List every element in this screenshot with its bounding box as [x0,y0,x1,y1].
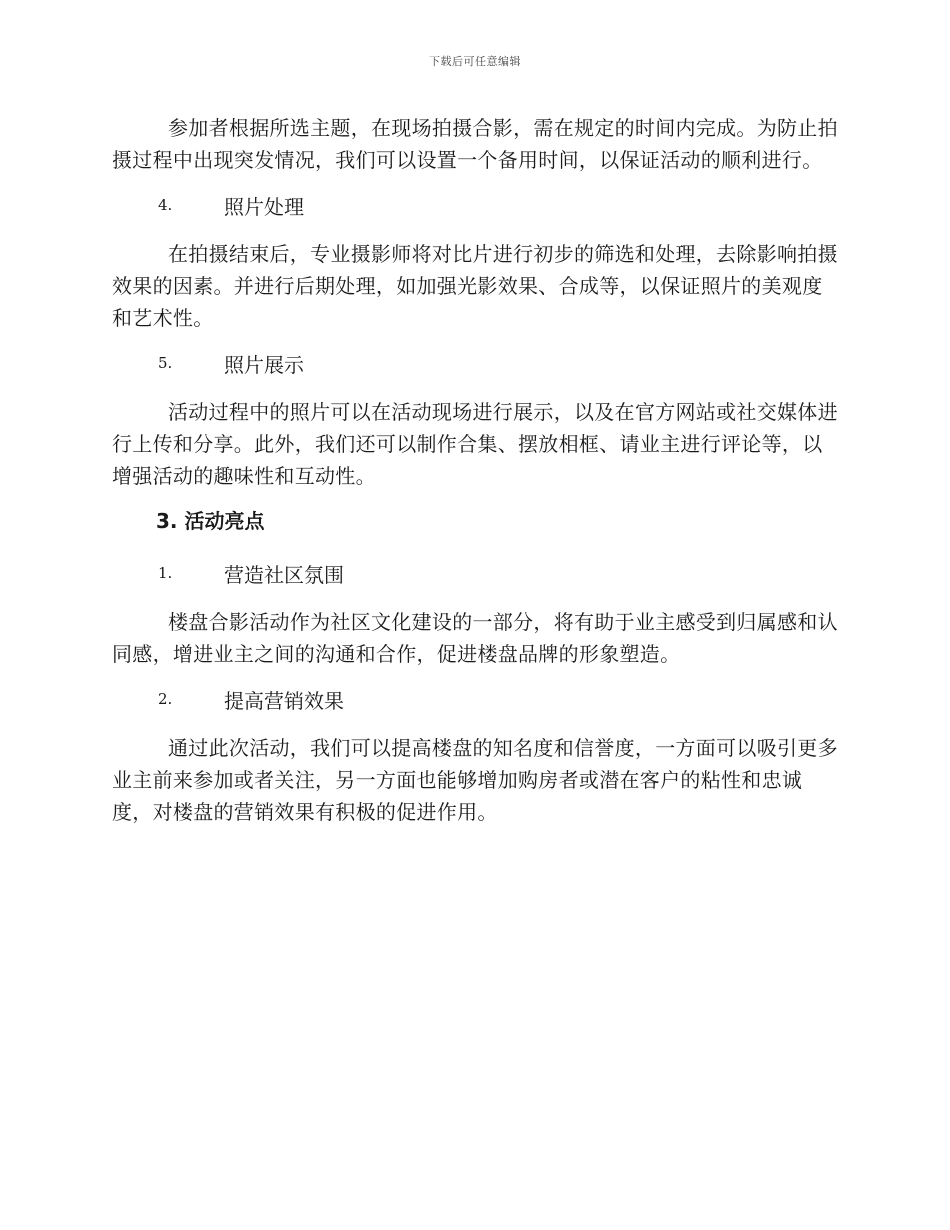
document-body [112,112,838,840]
list-title: 照片处理 [224,194,304,219]
list-title: 照片展示 [224,352,304,377]
paragraph-community: 楼盘合影活动作为社区文化建设的一部分，将有助于业主感受到归属感和认同感，增进业主之间的沟通和合作，促进楼盘品牌的形象塑造。 [112,610,838,666]
list-number: 4. [158,196,173,214]
list-number: 1. [158,564,173,582]
paragraph-display: 活动过程中的照片可以在活动现场进行展示，以及在官方网站或社交媒体进行上传和分享。此外，我们还可以制作合集、摆放相框、请业主进行评论等，以增强活动的趣味性和互动性。 [112,400,838,488]
list-item-marketing [112,682,838,716]
list-item-photo-processing [112,188,838,222]
paragraph-shooting: 参加者根据所选主题，在现场拍摄合影，需在规定的时间内完成。为防止拍摄过程中出现突发情况，我们可以设置一个备用时间，以保证活动的顺利进行。 [112,116,838,172]
header-note: 下载后可任意编辑 [429,55,521,68]
list-item-community [112,556,838,590]
list-title: 提高营销效果 [224,688,344,713]
paragraph-marketing: 通过此次活动，我们可以提高楼盘的知名度和信誉度，一方面可以吸引更多业主前来参加或者关注，另一方面也能够增加购房者或潜在客户的粘性和忠诚度，对楼盘的营销效果有积极的促进作用。 [112,736,838,824]
list-number: 2. [158,690,173,708]
list-item-photo-display [112,346,838,380]
paragraph-processing: 在拍摄结束后，专业摄影师将对比片进行初步的筛选和处理，去除影响拍摄效果的因素。并进行后期处理，如加强光影效果、合成等，以保证照片的美观度和艺术性。 [112,242,838,330]
list-title: 营造社区氛围 [224,562,344,587]
section-heading-highlights: 3. 活动亮点 [156,509,265,533]
list-number: 5. [158,354,173,372]
